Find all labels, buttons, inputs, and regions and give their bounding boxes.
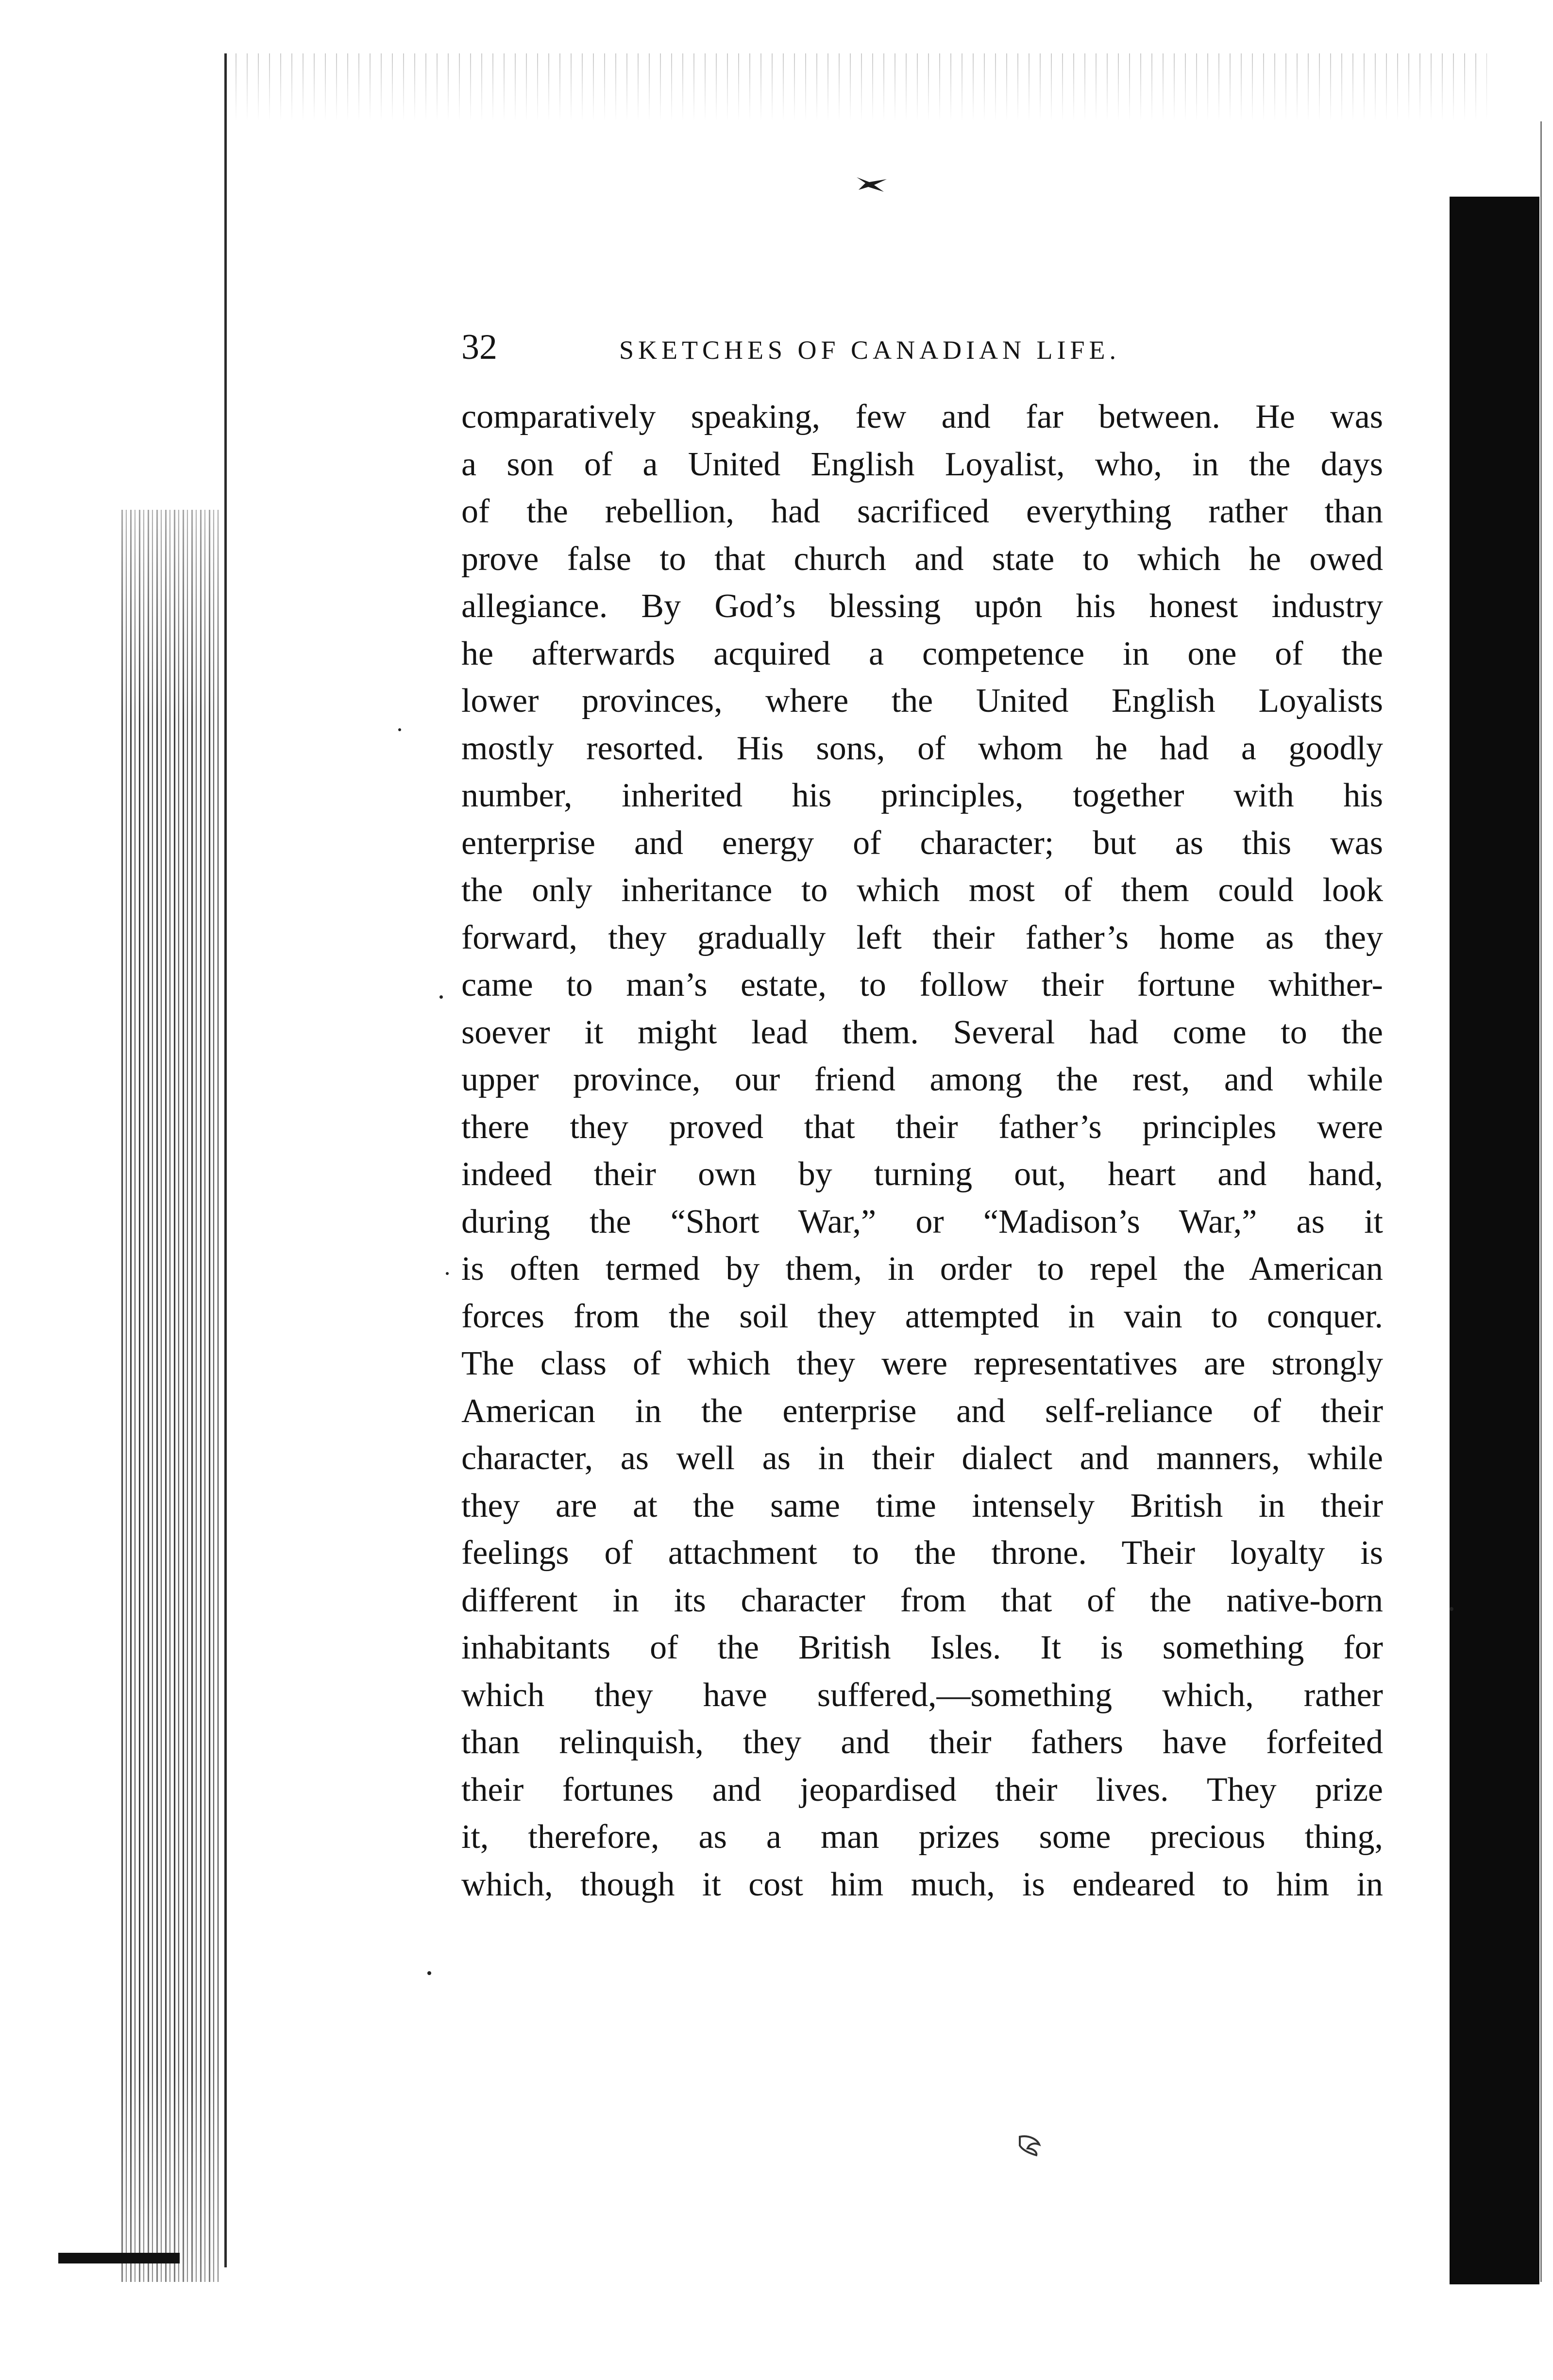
text-line: comparatively speaking, few and far between. He was <box>461 398 1383 436</box>
text-line: than relinquish, they and their fathers have forfeited <box>461 1724 1383 1761</box>
page-number: 32 <box>461 327 497 367</box>
text-line: The class of which they were representatives are strongly <box>461 1345 1383 1382</box>
scan-right-dark-border <box>1450 197 1539 2284</box>
text-line: their fortunes and jeopardised their lives. They prize <box>461 1771 1383 1809</box>
text-line: it, therefore, as a man prizes some precious thing, <box>461 1818 1383 1856</box>
text-line: soever it might lead them. Several had come to the <box>461 1013 1383 1051</box>
text-line: inhabitants of the British Isles. It is something for <box>461 1629 1383 1666</box>
text-line: he afterwards acquired a competence in one of the <box>461 635 1383 672</box>
scan-speck <box>446 1272 449 1275</box>
text-line: is often termed by them, in order to repel the American <box>461 1250 1383 1288</box>
scan-speck <box>427 1971 431 1975</box>
text-line: which, though it cost him much, is endeared to him in <box>461 1865 1383 1903</box>
text-line: indeed their own by turning out, heart and hand, <box>461 1156 1383 1193</box>
text-line: character, as well as in their dialect and manners, while <box>461 1440 1383 1477</box>
ornament-mark-icon <box>1015 2134 1044 2157</box>
body-text <box>461 393 1383 1908</box>
scan-speck <box>1450 1607 1453 1611</box>
text-line: American in the enterprise and self-reliance of their <box>461 1392 1383 1430</box>
running-head: SKETCHES OF CANADIAN LIFE. <box>619 335 1121 365</box>
text-line: lower provinces, where the United English Loyalists <box>461 682 1383 720</box>
text-line: there they proved that their father’s principles were <box>461 1108 1383 1146</box>
text-line: allegiance. By God’s blessing upon his honest industry <box>461 587 1383 625</box>
page-top-edge-noise <box>224 53 1487 121</box>
scan-speck <box>398 728 401 731</box>
text-line: upper province, our friend among the rest, and while <box>461 1061 1383 1098</box>
text-line: forward, they gradually left their father’s home as they <box>461 919 1383 956</box>
page-left-edge <box>224 53 227 2267</box>
page-header <box>461 320 1384 374</box>
text-line: they are at the same time intensely British in their <box>461 1487 1383 1525</box>
scan-right-edge <box>1540 121 1542 2282</box>
text-line: of the rebellion, had sacrificed everything rather than <box>461 493 1383 530</box>
text-line: prove false to that church and state to which he owed <box>461 540 1383 578</box>
text-line: which they have suffered,—something which, rather <box>461 1676 1383 1714</box>
text-line: during the “Short War,” or “Madison’s War,” as it <box>461 1203 1383 1240</box>
text-line: feelings of attachment to the throne. Their loyalty is <box>461 1534 1383 1572</box>
text-line: a son of a United English Loyalist, who, in the days <box>461 445 1383 483</box>
text-line: forces from the soil they attempted in vain to conquer. <box>461 1297 1383 1335</box>
text-line: number, inherited his principles, together with his <box>461 777 1383 814</box>
text-line: the only inheritance to which most of them could look <box>461 872 1383 909</box>
ornament-mark-icon <box>855 172 889 194</box>
text-line: mostly resorted. His sons, of whom he had a goodly <box>461 729 1383 767</box>
text-line: enterprise and energy of character; but as this was <box>461 824 1383 862</box>
text-line: different in its character from that of the native-born <box>461 1581 1383 1619</box>
scan-speck <box>439 995 443 999</box>
book-binding-base <box>58 2253 180 2263</box>
book-binding-fade <box>121 510 219 2282</box>
text-line: came to man’s estate, to follow their fortune whither- <box>461 966 1383 1004</box>
